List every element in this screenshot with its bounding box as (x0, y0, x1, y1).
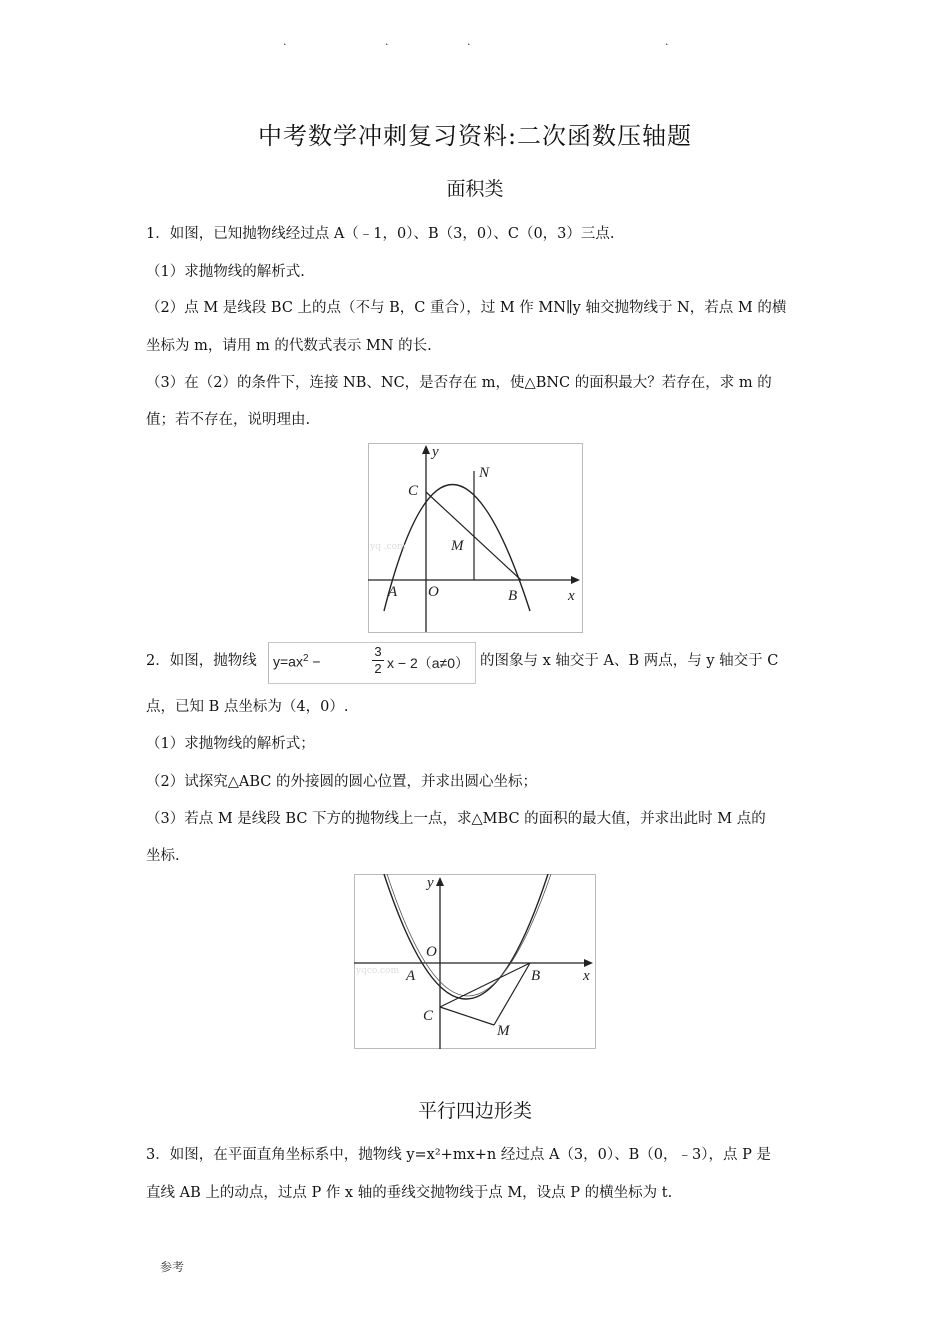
page-footer: 参考 (160, 1260, 185, 1274)
problem1-q2-line1: （2）点 M 是线段 BC 上的点（不与 B，C 重合），过 M 作 MN∥y 轴交抛物线于 N，若点 M 的横 (146, 300, 787, 316)
label-o: O (428, 584, 439, 600)
problem2-stem-prefix: 2．如图，抛物线 (146, 653, 257, 669)
watermark: yq .com (370, 542, 406, 552)
header-mark: . (283, 35, 287, 48)
header-mark: . (467, 35, 471, 48)
problem2-q1: （1）求抛物线的解析式； (146, 736, 315, 752)
formula-fraction: $\frac{3}{2}$ (372, 644, 384, 677)
label-b: B (531, 968, 541, 984)
x-axis-arrow-icon (584, 959, 593, 967)
problem2-q3-line2: 坐标. (146, 848, 180, 864)
segment-bc (440, 963, 530, 1007)
problem2-stem-suffix: 的图象与 x 轴交于 A、B 两点，与 y 轴交于 C (480, 653, 779, 669)
watermark: yqco.com (356, 966, 400, 976)
problem1-q3-line2: 值；若不存在，说明理由. (146, 412, 311, 428)
problem2-q3-line1: （3）若点 M 是线段 BC 下方的抛物线上一点，求△MBC 的面积的最大值，并求出此时 M 点的 (146, 811, 766, 827)
section-heading-parallelogram: 平行四边形类 (417, 1100, 532, 1122)
label-m: M (497, 1023, 510, 1039)
header-marks (0, 35, 950, 48)
y-axis-arrow-icon (422, 445, 430, 454)
label-c: C (423, 1008, 434, 1024)
segment-cm (440, 1007, 494, 1025)
label-c: C (408, 483, 419, 499)
formula-right: x − 2（a≠0） (387, 655, 469, 671)
problem2-formula (268, 642, 476, 684)
problem2-stem-line2: 点，已知 B 点坐标为（4，0）. (146, 699, 349, 715)
problem2-q2: （2）试探究△ABC 的外接圆的圆心位置，并求出圆心坐标； (146, 774, 537, 790)
problem3-line1: 3．如图，在平面直角坐标系中，抛物线 y=x²+mx+n 经过点 A（3，0）、B（0，﹣3），点 P 是 (146, 1147, 771, 1163)
header-mark: . (665, 35, 669, 48)
problem1-q1: （1）求抛物线的解析式. (146, 264, 305, 280)
problem1-stem: 1．如图，已知抛物线经过点 A（﹣1，0）、B（3，0）、C（0，3）三点. (146, 226, 615, 242)
header-mark: . (385, 35, 389, 48)
label-y: y (427, 875, 434, 891)
problem1-q2-line2: 坐标为 m，请用 m 的代数式表示 MN 的长. (146, 338, 432, 354)
label-o: O (426, 944, 437, 960)
page-title: 中考数学冲刺复习资料:二次函数压轴题 (257, 122, 693, 150)
label-a: A (406, 968, 416, 984)
label-x: x (583, 968, 590, 984)
label-m: M (451, 538, 464, 554)
y-axis-arrow-icon (436, 877, 444, 886)
label-x: x (568, 588, 575, 604)
figure-frame (355, 875, 596, 1049)
label-b: B (508, 588, 518, 604)
problem3-line2: 直线 AB 上的动点，过点 P 作 x 轴的垂线交抛物线于点 M，设点 P 的横坐标为 t. (146, 1185, 673, 1201)
formula-left: $y=ax^2$ − (273, 653, 321, 670)
problem1-q3-line1: （3）在（2）的条件下，连接 NB、NC，是否存在 m，使△BNC 的面积最大？若存在，求 m 的 (146, 375, 772, 391)
problem2-figure (354, 874, 596, 1049)
label-a: A (388, 584, 398, 600)
label-y: y (432, 444, 439, 460)
x-axis-arrow-icon (571, 576, 580, 584)
problem1-figure (368, 443, 583, 633)
label-n: N (479, 465, 490, 481)
section-heading-area: 面积类 (446, 178, 504, 200)
